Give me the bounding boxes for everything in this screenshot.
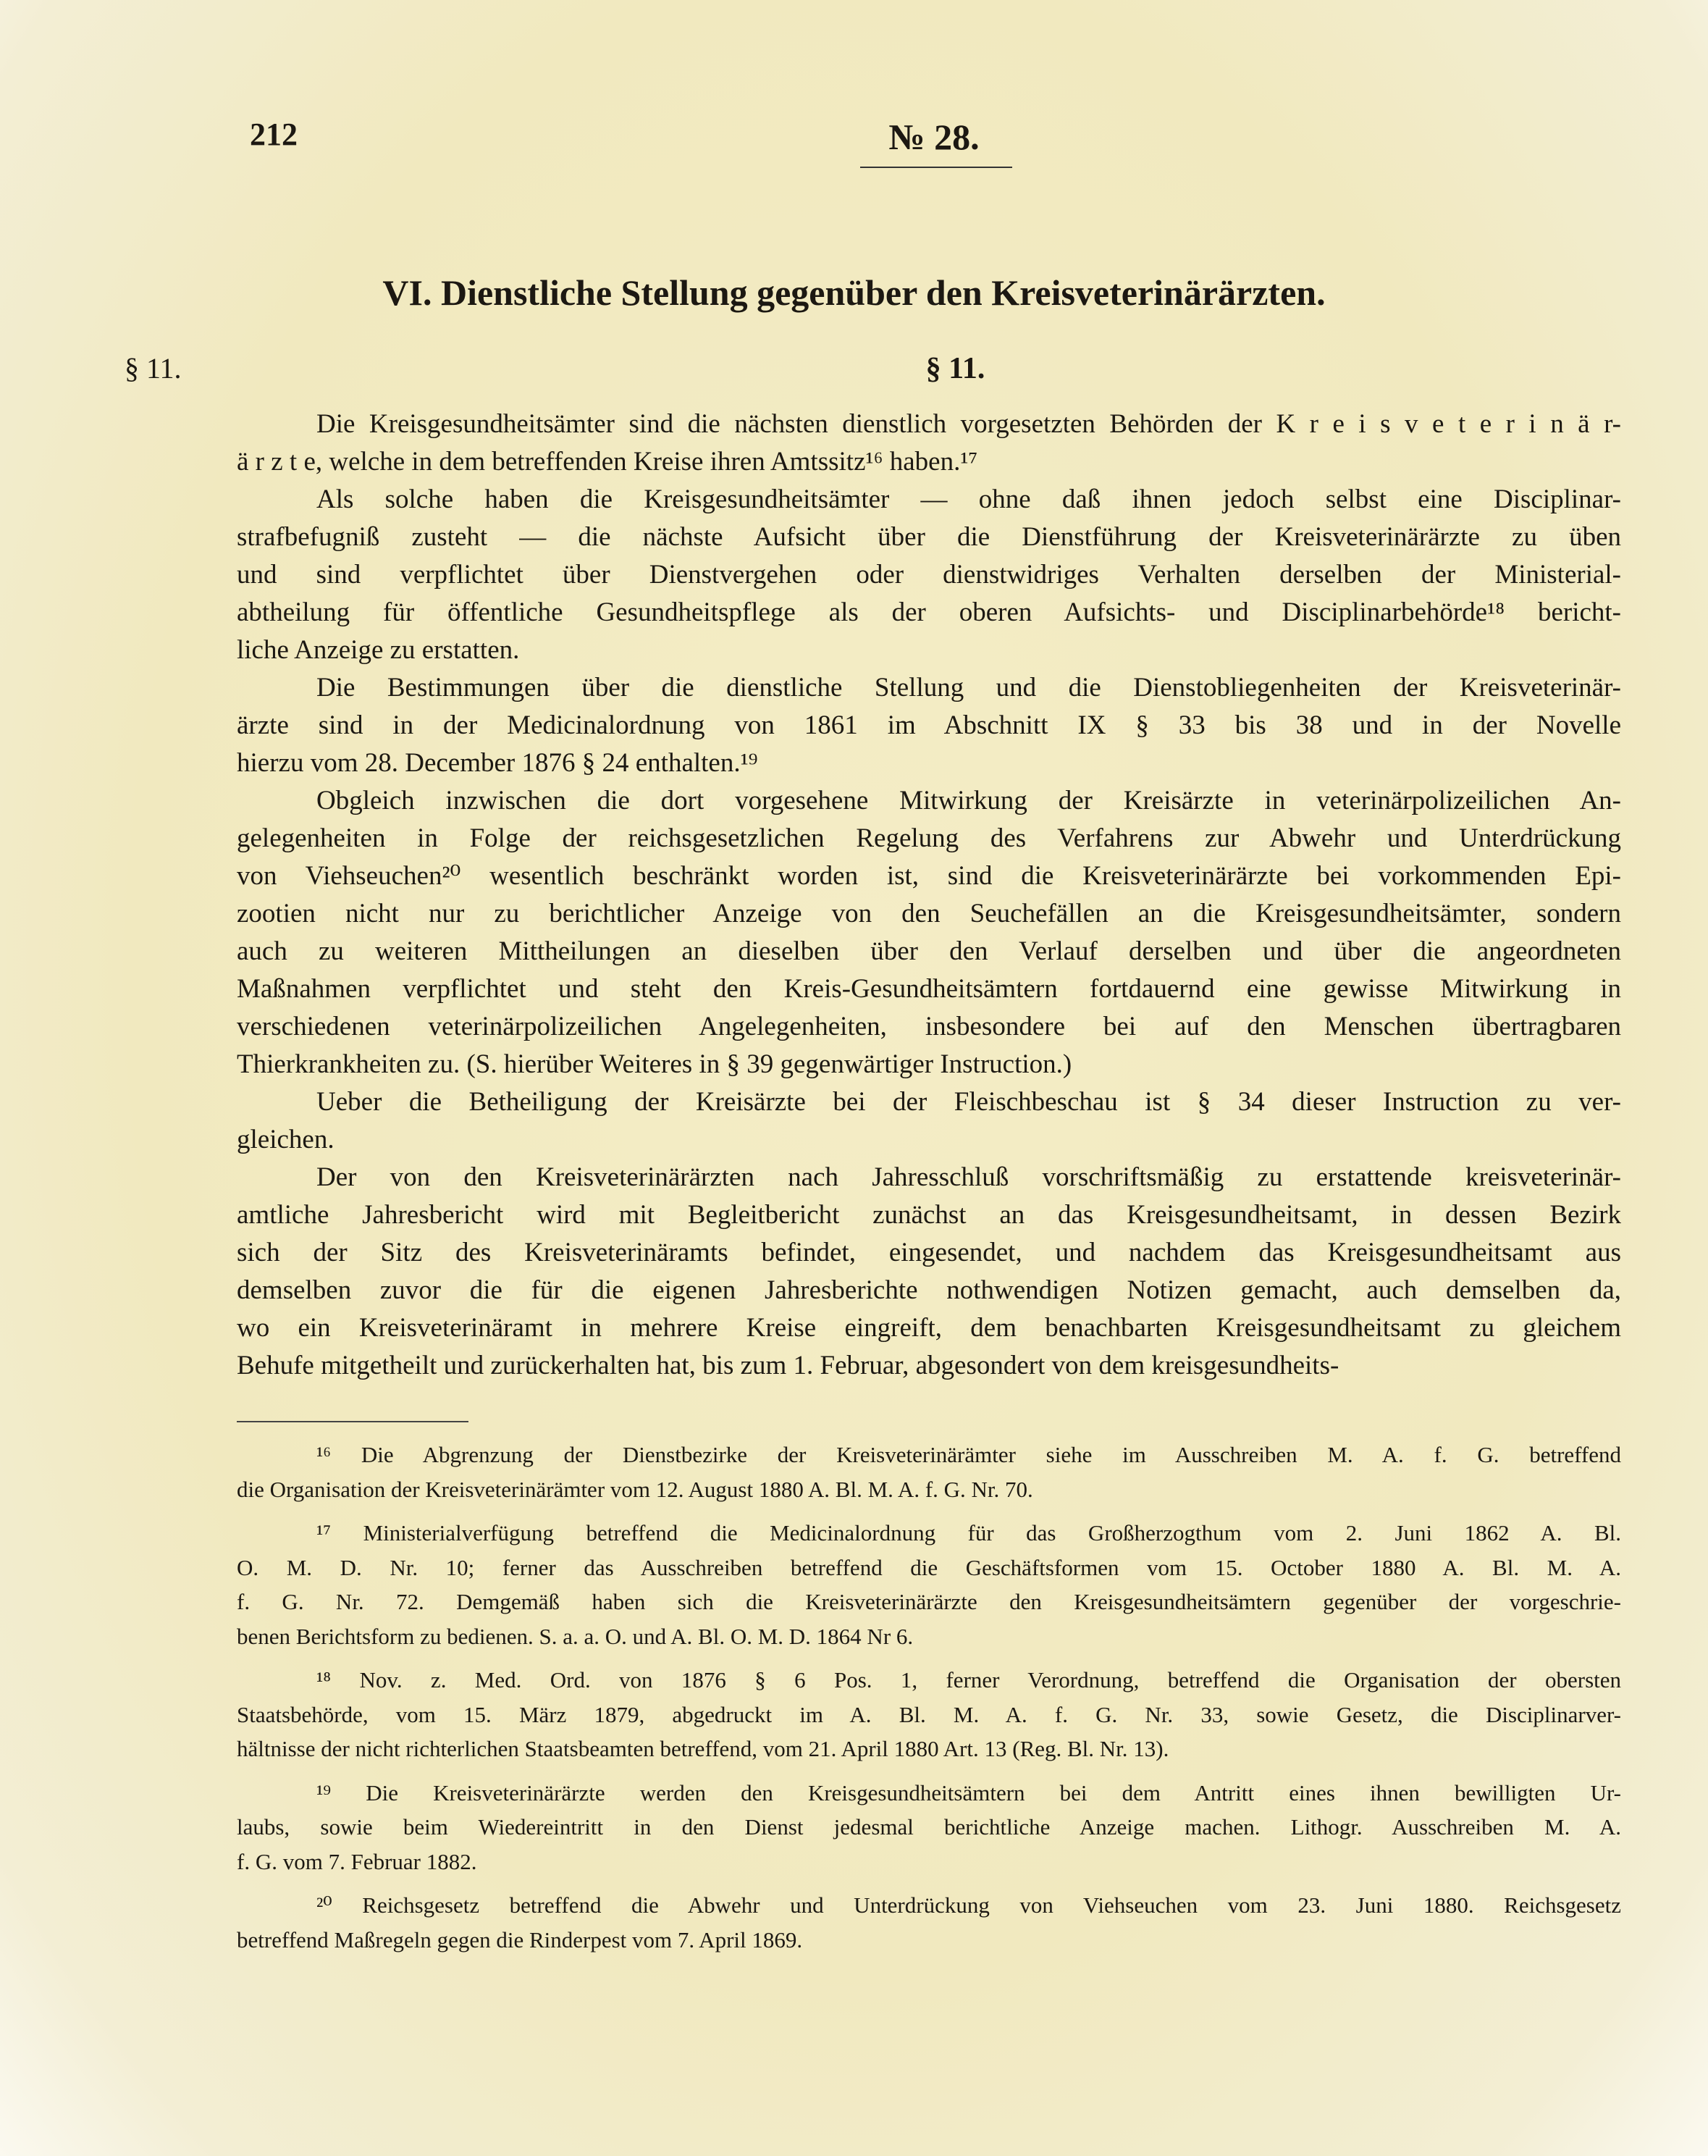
footnote — [237, 1888, 1621, 1957]
text-line: Als solche haben die Kreisgesundheitsämter — ohne daß ihnen jedoch selbst eine Disciplinar- — [316, 485, 1621, 514]
margin-section-label: § 11. — [125, 352, 182, 385]
issue-number: № 28. — [888, 117, 980, 157]
text-line: auch zu weiteren Mittheilungen an dieselben über den Verlauf derselben und über die angeordneten — [237, 936, 1621, 966]
text-line: f. G. vom 7. Februar 1882. — [237, 1848, 477, 1874]
text-line: Obgleich inzwischen die dort vorgesehene Mitwirkung der Kreisärzte in veterinärpolizeilichen An- — [316, 786, 1621, 815]
text-line: ¹⁹ Die Kreisveterinärärzte werden den Kreisgesundheitsämtern bei dem Antritt eines ihnen bewilligten Ur- — [316, 1779, 1621, 1805]
text-line: Der von den Kreisveterinärärzten nach Jahresschluß vorschriftsmäßig zu erstattende kreisveterinär- — [316, 1162, 1621, 1192]
text-line: Ueber die Betheiligung der Kreisärzte bei der Fleischbeschau ist § 34 dieser Instruction zu ver- — [316, 1087, 1621, 1117]
text-line: abtheilung für öffentliche Gesundheitspflege als der oberen Aufsichts- und Disciplinarbehörde¹⁸ bericht- — [237, 597, 1621, 627]
text-line: amtliche Jahresbericht wird mit Begleitbericht zunächst an das Kreisgesundheitsamt, in dessen Bezirk — [237, 1200, 1621, 1230]
text-line: f. G. Nr. 72. Demgemäß haben sich die Kreisveterinärärzte den Kreisgesundheitsämtern gegenüber der vorgeschrie- — [237, 1589, 1621, 1614]
text-line: betreffend Maßregeln gegen die Rinderpest vom 7. April 1869. — [237, 1926, 803, 1952]
paragraph — [237, 1159, 1621, 1385]
footnotes — [237, 1438, 1621, 1966]
text-line: O. M. D. Nr. 10; ferner das Ausschreiben betreffend die Geschäftsformen vom 15. October 1880 A. Bl. M. A. — [237, 1554, 1621, 1580]
text-line: Die Kreisgesundheitsämter sind die nächsten dienstlich vorgesetzten Behörden der K r e i s v e t e r i n ä r- — [316, 409, 1621, 439]
footnote — [237, 1438, 1621, 1506]
paragraph — [237, 1083, 1621, 1159]
text-line: wo ein Kreisveterinäramt in mehrere Kreise eingreift, dem benachbarten Kreisgesundheitsamt zu gleichem — [237, 1313, 1621, 1343]
text-line: ä r z t e, welche in dem betreffenden Kreise ihren Amtssitz¹⁶ haben.¹⁷ — [237, 447, 978, 477]
page-number: 212 — [250, 117, 298, 152]
text-line: verschiedenen veterinärpolizeilichen Angelegenheiten, insbesondere bei auf den Menschen übertragbaren — [237, 1012, 1621, 1041]
text-line: Die Bestimmungen über die dienstliche Stellung und die Dienstobliegenheiten der Kreisveterinär- — [316, 673, 1621, 702]
text-line: Thierkrankheiten zu. (S. hierüber Weiteres in § 39 gegenwärtiger Instruction.) — [237, 1049, 1072, 1079]
section-heading: § 11. — [925, 352, 985, 385]
paragraph — [237, 669, 1621, 782]
chapter-heading: VI. Dienstliche Stellung gegenüber den Kreisveterinärärzten. — [382, 272, 1326, 313]
text-line: hierzu vom 28. December 1876 § 24 enthalten.¹⁹ — [237, 748, 758, 778]
footnote — [237, 1776, 1621, 1879]
text-line: gelegenheiten in Folge der reichsgesetzlichen Regelung des Verfahrens zur Abwehr und Unterdrückung — [237, 823, 1621, 853]
text-line: und sind verpflichtet über Dienstvergehen oder dienstwidriges Verhalten derselben der Ministerial- — [237, 560, 1621, 590]
text-line: von Viehseuchen²⁰ wesentlich beschränkt worden ist, sind die Kreisveterinärärzte bei vorkommenden Epi- — [237, 861, 1621, 891]
body-text — [237, 406, 1621, 1385]
text-line: strafbefugniß zusteht — die nächste Aufsicht über die Dienstführung der Kreisveterinärärzte zu üben — [237, 522, 1621, 552]
text-line: demselben zuvor die für die eigenen Jahresberichte nothwendigen Notizen gemacht, auch demselben da, — [237, 1275, 1621, 1305]
text-line: liche Anzeige zu erstatten. — [237, 635, 520, 665]
footnote-divider — [237, 1421, 468, 1422]
paragraph — [237, 406, 1621, 481]
text-line: ¹⁸ Nov. z. Med. Ord. von 1876 § 6 Pos. 1, ferner Verordnung, betreffend die Organisation der obersten — [316, 1667, 1621, 1692]
paragraph — [237, 481, 1621, 669]
text-line: Maßnahmen verpflichtet und steht den Kreis-Gesundheitsämtern fortdauernd eine gewisse Mitwirkung in — [237, 974, 1621, 1004]
footnote — [237, 1663, 1621, 1766]
text-line: ¹⁷ Ministerialverfügung betreffend die Medicinalordnung für das Großherzogthum vom 2. Juni 1862 A. Bl. — [316, 1520, 1621, 1545]
text-line: die Organisation der Kreisveterinärämter vom 12. August 1880 A. Bl. M. A. f. G. Nr. 70. — [237, 1476, 1033, 1502]
text-line: benen Berichtsform zu bedienen. S. a. a. O. und A. Bl. O. M. D. 1864 Nr 6. — [237, 1623, 914, 1649]
text-line: ärzte sind in der Medicinalordnung von 1861 im Abschnitt IX § 33 bis 38 und in der Novelle — [237, 710, 1621, 740]
text-line: sich der Sitz des Kreisveterinäramts befindet, eingesendet, und nachdem das Kreisgesundheitsamt aus — [237, 1238, 1621, 1267]
text-line: ²⁰ Reichsgesetz betreffend die Abwehr und Unterdrückung von Viehseuchen vom 23. Juni 1880. Reichsgesetz — [316, 1892, 1621, 1918]
text-line: gleichen. — [237, 1125, 335, 1154]
paragraph — [237, 782, 1621, 1083]
text-line: ¹⁶ Die Abgrenzung der Dienstbezirke der Kreisveterinärämter siehe im Ausschreiben M. A. f. G. betreffend — [316, 1442, 1621, 1467]
text-line: Staatsbehörde, vom 15. März 1879, abgedruckt im A. Bl. M. A. f. G. Nr. 33, sowie Gesetz, die Disciplinarver- — [237, 1701, 1621, 1727]
text-line: hältnisse der nicht richterlichen Staatsbeamten betreffend, vom 21. April 1880 Art. 13 (Reg. Bl. Nr. 13). — [237, 1736, 1169, 1761]
text-line: zootien nicht nur zu berichtlicher Anzeige von den Seuchefällen an die Kreisgesundheitsämter, sondern — [237, 899, 1621, 928]
footnote — [237, 1516, 1621, 1653]
text-line: laubs, sowie beim Wiedereintritt in den Dienst jedesmal berichtliche Anzeige machen. Lithogr. Ausschreiben M. A. — [237, 1814, 1621, 1840]
text-line: Behufe mitgetheilt und zurückerhalten hat, bis zum 1. Februar, abgesondert von dem kreisgesundheits- — [237, 1351, 1339, 1380]
issue-underline — [860, 167, 1012, 168]
